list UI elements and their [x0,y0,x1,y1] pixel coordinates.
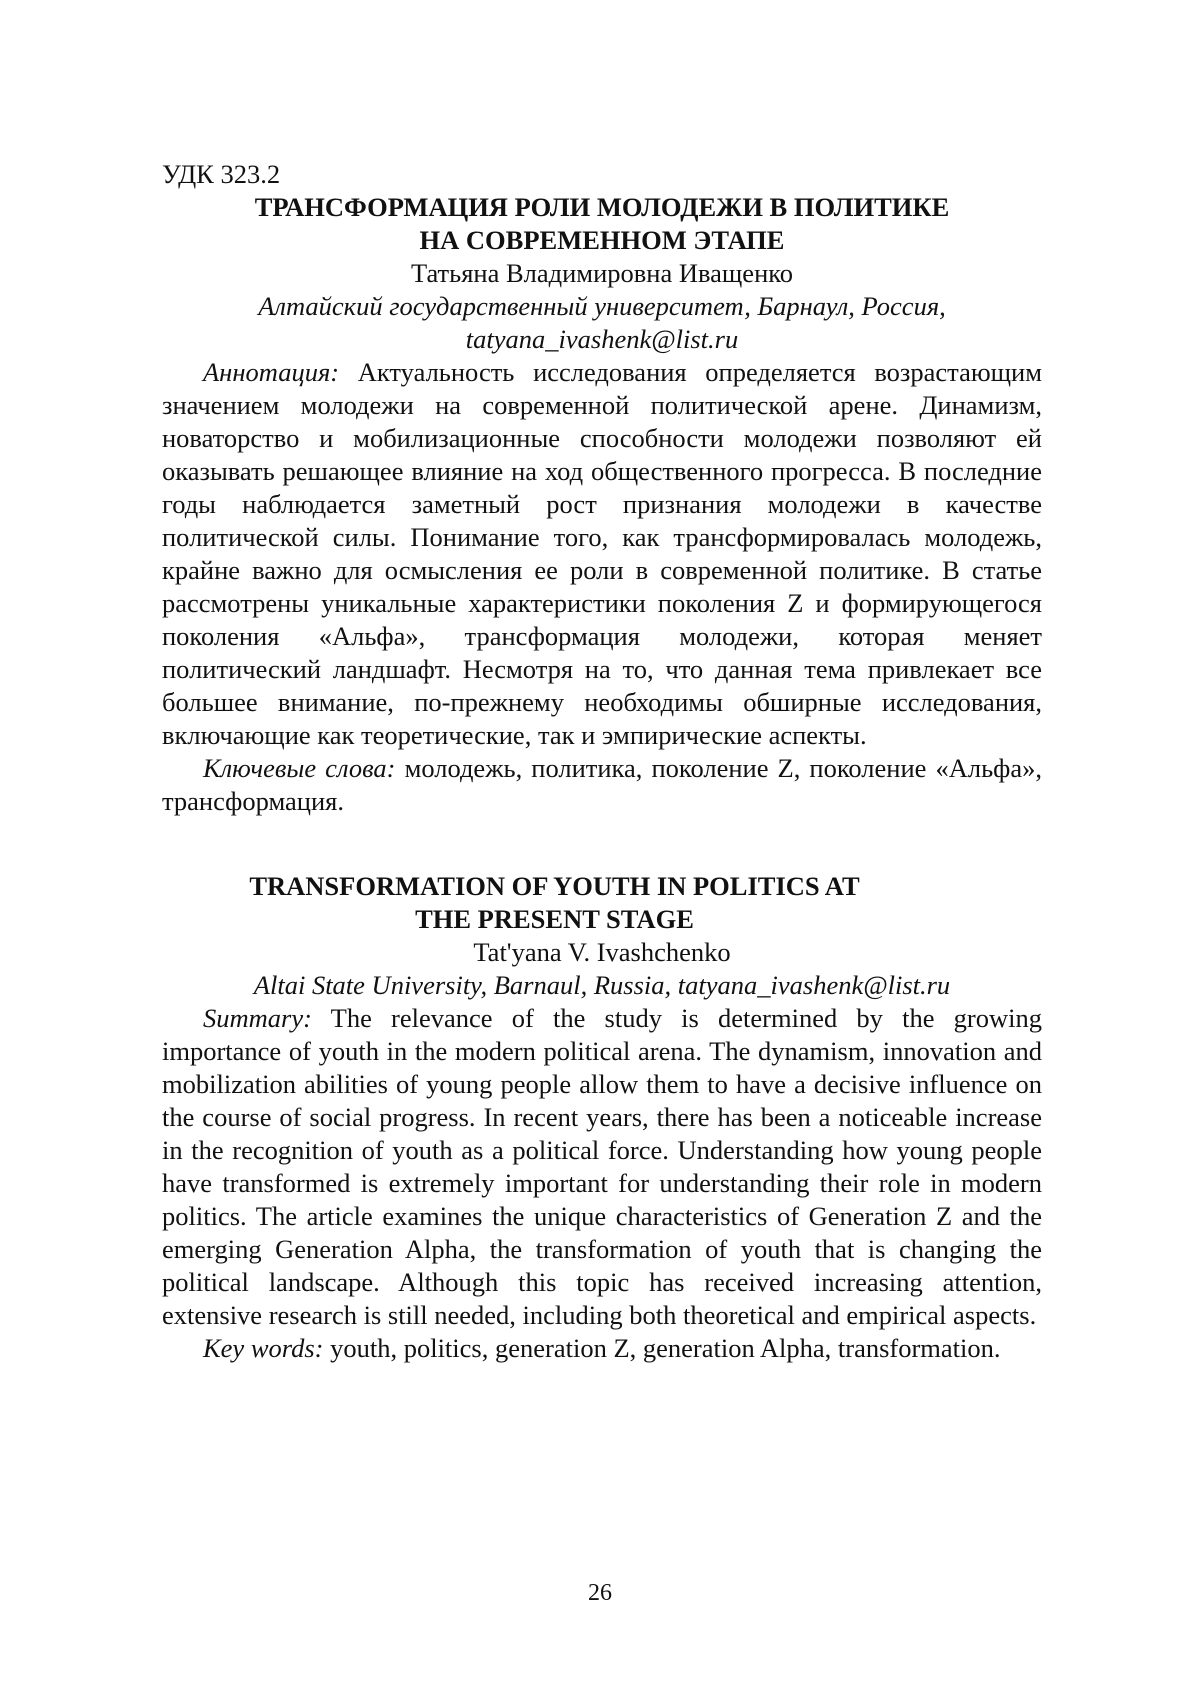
ru-affiliation-line: Алтайский государственный университет, Барнаул, Россия, [258,291,946,321]
en-summary [162,1002,1042,1332]
article-page [162,158,1042,1365]
ru-abstract-label: Аннотация: [203,357,340,387]
ru-title [162,191,1042,257]
ru-keywords-label: Ключевые слова: [203,753,396,783]
ru-keywords [162,752,1042,818]
page-number: 26 [588,1580,612,1606]
section-gap [162,818,1042,870]
en-affiliation: Altai State University, Barnaul, Russia, tatyana_ivashenk@list.ru [253,970,951,1000]
ru-title-line: НА СОВРЕМЕННОМ ЭТАПЕ [419,225,785,255]
ru-author: Татьяна Владимировна Иващенко [410,258,794,288]
ru-affiliation [162,290,1042,356]
en-summary-text: The relevance of the study is determined by the growing importance of youth in the modern political arena. The dynamism, innovation and mobilization abilities of young people allow them to have a decisive influence on the course of social progress. In recent years, there has been a noticeable increase in the recognition of youth as a political force. Understanding how young people have transformed is extremely important for understanding their role in modern politics. The article examines the unique characteristics of Generation Z and the emerging Generation Alpha, the transformation of youth that is changing the political landscape. Although this topic has received increasing attention, extensive research is still needed, including both theoretical and empirical aspects. [162,1003,1042,1330]
en-title [162,870,1042,936]
en-title-line: TRANSFORMATION OF YOUTH IN POLITICS AT [249,871,860,901]
en-author: Tat'yana V. Ivashchenko [473,937,731,967]
en-title-line: THE PRESENT STAGE [415,904,694,934]
en-keywords-text: youth, politics, generation Z, generation Alpha, transformation. [323,1333,1001,1363]
en-summary-label: Summary: [203,1003,312,1033]
udk-code: УДК 323.2 [162,159,281,189]
ru-title-line: ТРАНСФОРМАЦИЯ РОЛИ МОЛОДЕЖИ В ПОЛИТИКЕ [254,192,950,222]
ru-keywords-text: молодежь, политика, поколение Z, поколение «Альфа», трансформация. [162,753,1042,816]
ru-abstract [162,356,1042,752]
en-keywords [162,1332,1042,1365]
ru-email: tatyana_ivashenk@list.ru [465,324,739,354]
ru-abstract-text: Актуальность исследования определяется возрастающим значением молодежи на современной политической арене. Динамизм, новаторство и мобилизационные способности молодежи позволяют ей оказывать решающее влияние на ход общественного прогресса. В последние годы наблюдается заметный рост признания молодежи в качестве политической силы. Понимание того, как трансформировалась молодежь, крайне важно для осмысления ее роли в современной политике. В статье рассмотрены уникальные характеристики поколения Z и формирующегося поколения «Альфа», трансформация молодежи, которая меняет политический ландшафт. Несмотря на то, что данная тема привлекает все большее внимание, по-прежнему необходимы обширные исследования, включающие как теоретические, так и эмпирические аспекты. [162,357,1042,750]
en-keywords-label: Key words: [203,1333,324,1363]
